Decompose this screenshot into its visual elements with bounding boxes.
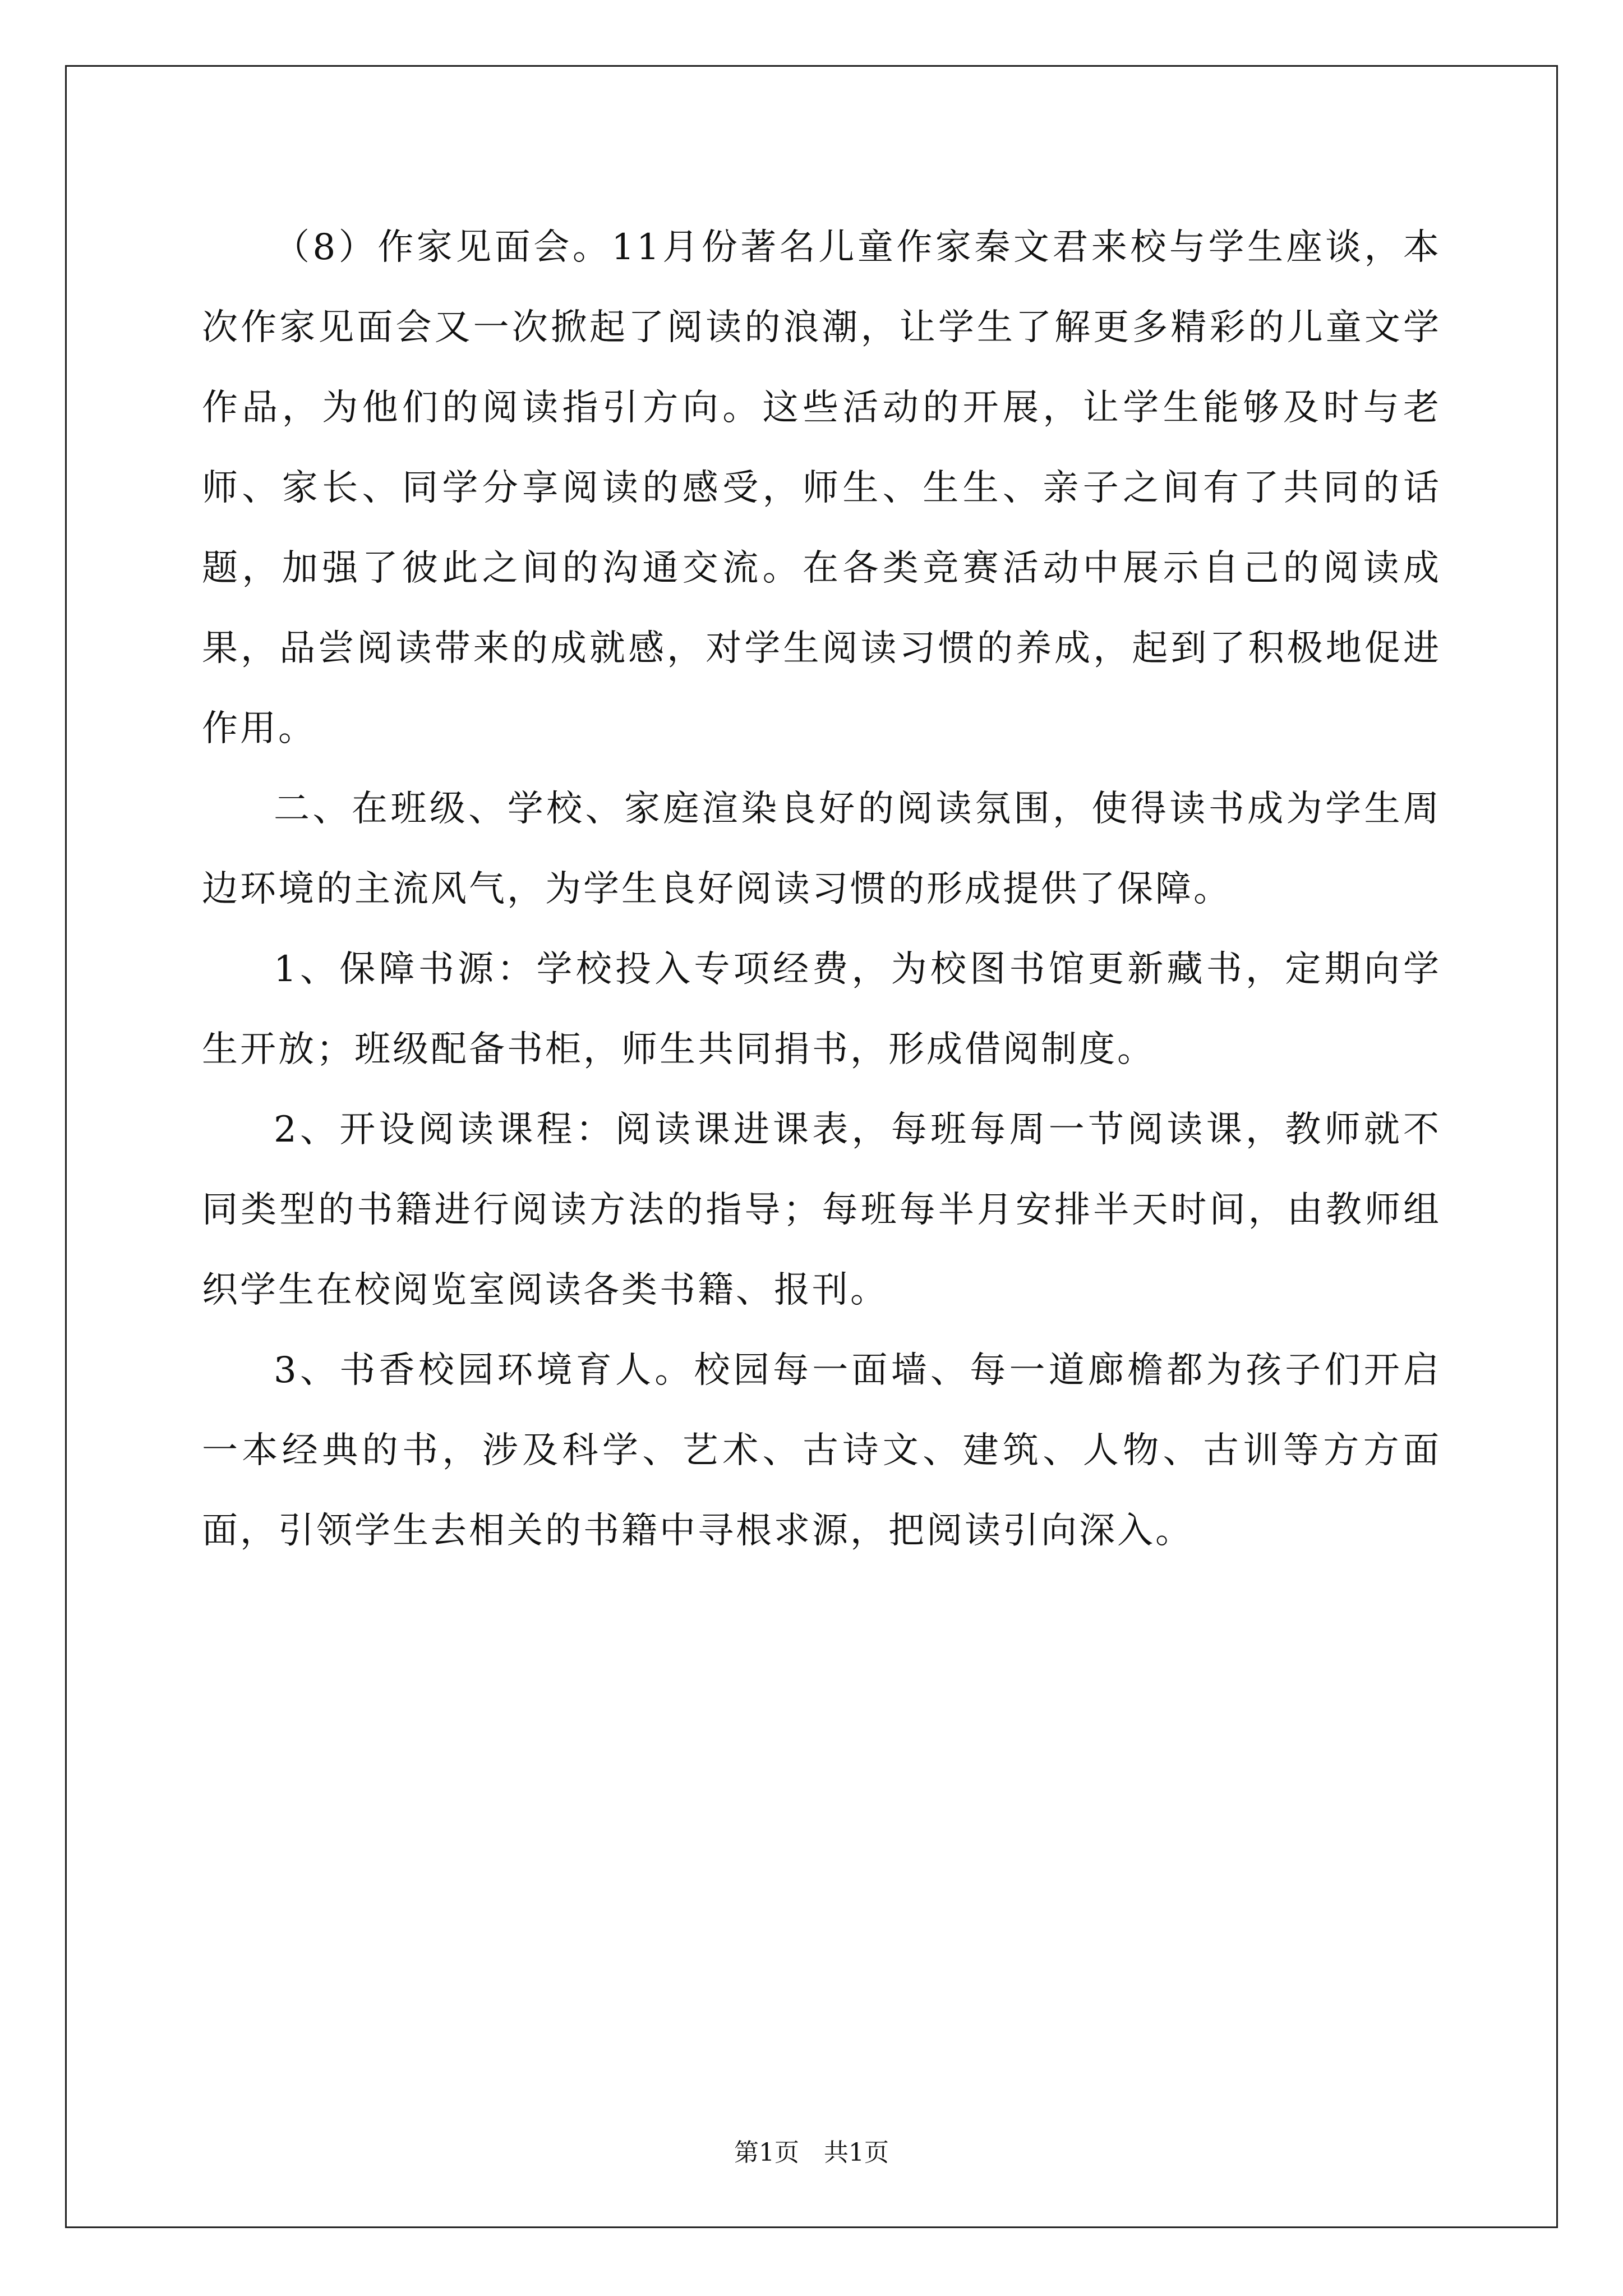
paragraph-reading-atmosphere: 二、在班级、学校、家庭渲染良好的阅读氛围，使得读书成为学生周边环境的主流风气，为学生良好阅读习惯的形成提供了保障。: [202, 788, 1441, 910]
paragraph-campus-environment: 3、书香校园环境育人。校园每一面墙、每一道廊檐都为孩子们开启一本经典的书，涉及科学、艺术、古诗文、建筑、人物、古训等方方面面，引领学生去相关的书籍中寻根求源，把阅读引向深入。: [202, 1350, 1441, 1552]
paragraph-writer-meeting: （8）作家见面会。11月份著名儿童作家秦文君来校与学生座谈，本次作家见面会又一次掀起了阅读的浪潮，让学生了解更多精彩的儿童文学作品，为他们的阅读指引方向。这些活动的开展，让学生能够及时与老师、家长、同学分享阅读的感受，师生、生生、亲子之间有了共同的话题，加强了彼此之间的沟通交流。在各类竞赛活动中展示自己的阅读成果，品尝阅读带来的成就感，对学生阅读习惯的养成，起到了积极地促进作用。: [202, 227, 1441, 749]
paragraph-book-sources: 1、保障书源：学校投入专项经费，为校图书馆更新藏书，定期向学生开放；班级配备书柜，师生共同捐书，形成借阅制度。: [202, 949, 1441, 1070]
page-number-current: 第1页: [734, 2138, 799, 2167]
page-number-total: 共1页: [824, 2138, 889, 2167]
document-body: [202, 208, 1441, 1571]
paragraph-reading-courses: 2、开设阅读课程：阅读课进课表，每班每周一节阅读课，教师就不同类型的书籍进行阅读方法的指导；每班每半月安排半天时间，由教师组织学生在校阅览室阅读各类书籍、报刊。: [202, 1109, 1441, 1311]
page-footer: [0, 2136, 1623, 2170]
